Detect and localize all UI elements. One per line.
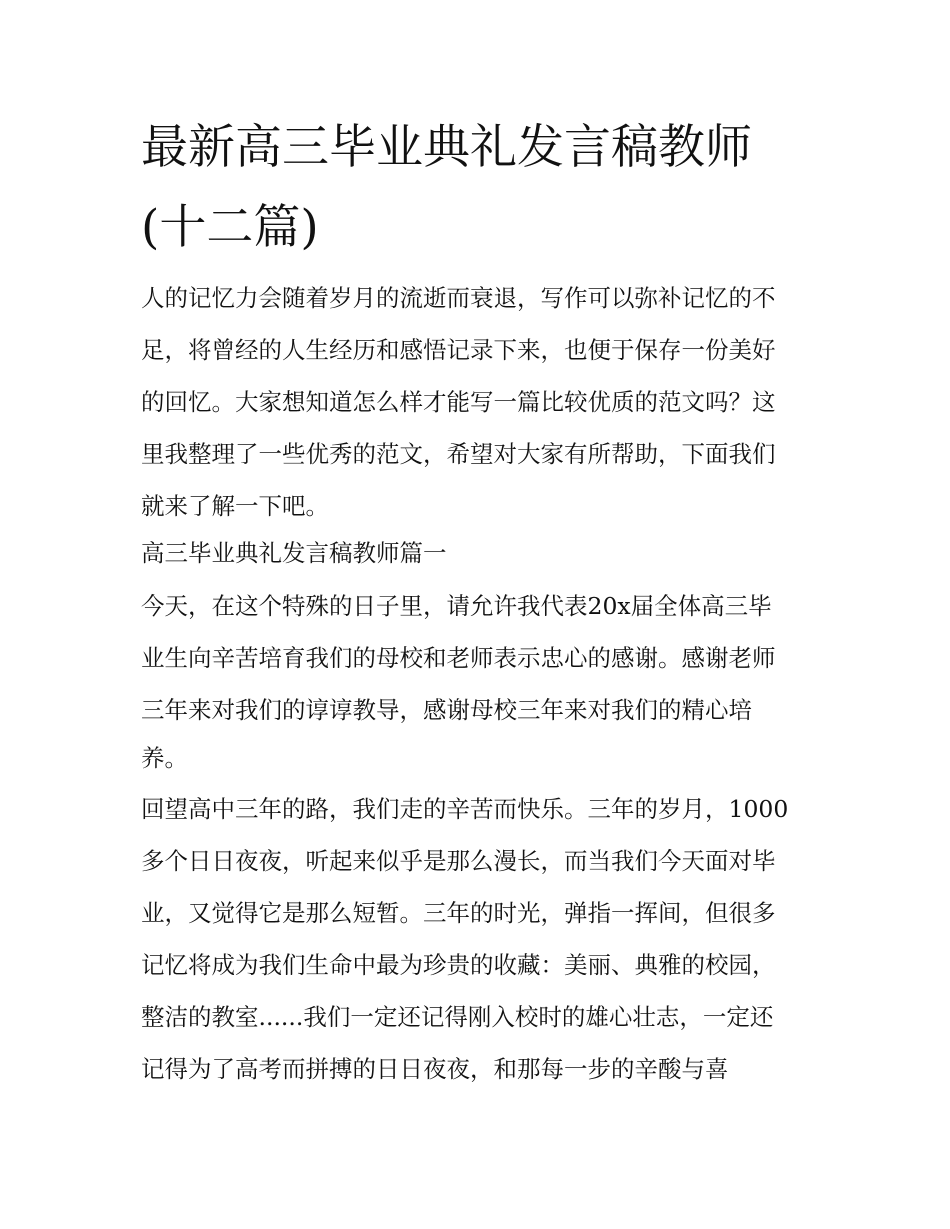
body-paragraph-line: 回望高中三年的路，我们走的辛苦而快乐。三年的岁月，1000 xyxy=(141,795,789,823)
body-paragraph-line: 记得为了高考而拼搏的日日夜夜，和那每一步的辛酸与喜 xyxy=(141,1055,729,1083)
document-title-line-1: 最新高三毕业典礼发言稿教师 xyxy=(141,120,752,175)
intro-paragraph-line: 足，将曾经的人生经历和感悟记录下来，也便于保存一份美好 xyxy=(141,336,776,364)
body-paragraph-line: 三年来对我们的谆谆教导，感谢母校三年来对我们的精心培 xyxy=(141,696,752,724)
intro-paragraph-line: 里我整理了一些优秀的范文，希望对大家有所帮助，下面我们 xyxy=(141,440,776,468)
intro-paragraph-line: 人的记忆力会随着岁月的流逝而衰退，写作可以弥补记忆的不 xyxy=(141,284,776,312)
body-paragraph-line: 多个日日夜夜，听起来似乎是那么漫长，而当我们今天面对毕 xyxy=(141,847,776,875)
intro-paragraph-line: 的回忆。大家想知道怎么样才能写一篇比较优质的范文吗？这 xyxy=(141,388,776,416)
body-paragraph-line: 养。 xyxy=(141,744,188,772)
document-title-line-2: (十二篇) xyxy=(141,200,319,255)
body-paragraph-line: 今天，在这个特殊的日子里，请允许我代表20x届全体高三毕 xyxy=(141,592,772,620)
body-paragraph-line: 业生向辛苦培育我们的母校和老师表示忠心的感谢。感谢老师 xyxy=(141,644,776,672)
body-paragraph-line: 业，又觉得它是那么短暂。三年的时光，弹指一挥间，但很多 xyxy=(141,899,776,927)
intro-paragraph-line: 就来了解一下吧。 xyxy=(141,492,329,520)
body-paragraph-line: 整洁的教室......我们一定还记得刚入校时的雄心壮志，一定还 xyxy=(141,1003,774,1031)
body-paragraph-line: 记忆将成为我们生命中最为珍贵的收藏：美丽、典雅的校园， xyxy=(141,951,776,979)
section-heading: 高三毕业典礼发言稿教师篇一 xyxy=(141,539,447,567)
